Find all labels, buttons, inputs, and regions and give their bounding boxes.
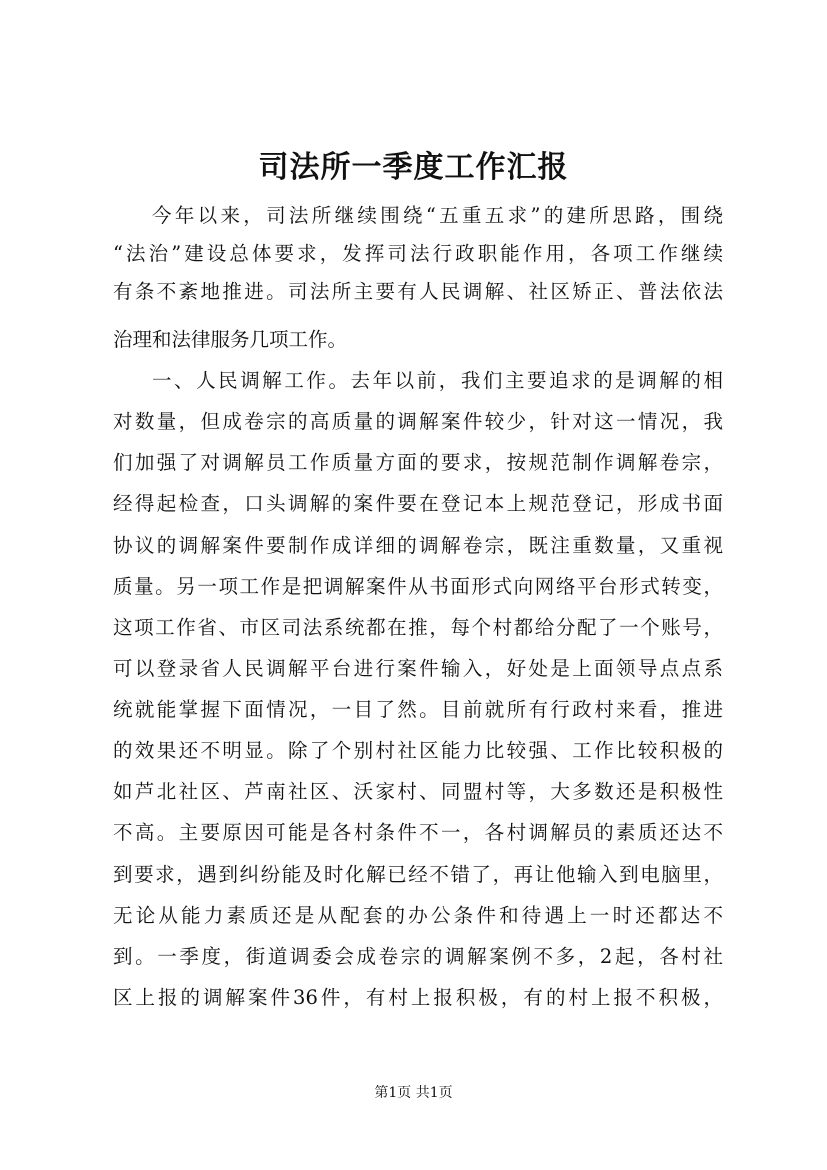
body-line: 到。一季度，街道调委会成卷宗的调解案例不多，2起，各村社 xyxy=(113,945,723,968)
body-line: 统就能掌握下面情况，一目了然。目前就所有行政村来看，推进 xyxy=(113,698,723,721)
body-line: 一、人民调解工作。去年以前，我们主要追求的是调解的相 xyxy=(152,369,723,392)
body-line: 治理和法律服务几项工作。 xyxy=(113,328,348,351)
body-line: 如芦北社区、芦南社区、沃家村、同盟村等，大多数还是积极性 xyxy=(113,780,723,803)
body-line: 可以登录省人民调解平台进行案件输入，好处是上面领导点点系 xyxy=(113,657,723,680)
body-line: 质量。另一项工作是把调解案件从书面形式向网络平台形式转变， xyxy=(113,575,723,598)
body-line: 到要求，遇到纠纷能及时化解已经不错了，再让他输入到电脑里， xyxy=(113,863,723,886)
body-line: 协议的调解案件要制作成详细的调解卷宗，既注重数量，又重视 xyxy=(113,534,723,557)
body-line: 无论从能力素质还是从配套的办公条件和待遇上一时还都达不 xyxy=(113,904,723,927)
body-line: 的效果还不明显。除了个别村社区能力比较强、工作比较积极的 xyxy=(113,739,723,762)
body-line: 今年以来，司法所继续围绕“五重五求”的建所思路，围绕 xyxy=(152,204,723,227)
page-number: 第1页 共1页 xyxy=(374,1085,453,1101)
body-line: 们加强了对调解员工作质量方面的要求，按规范制作调解卷宗， xyxy=(113,451,723,474)
body-line: 经得起检查，口头调解的案件要在登记本上规范登记，形成书面 xyxy=(113,492,723,515)
body-line: “法治”建设总体要求，发挥司法行政职能作用，各项工作继续 xyxy=(113,242,723,265)
body-line: 对数量，但成卷宗的高质量的调解案件较少，针对这一情况，我 xyxy=(113,410,723,433)
document-title: 司法所一季度工作汇报 xyxy=(258,150,569,185)
body-line: 不高。主要原因可能是各村条件不一，各村调解员的素质还达不 xyxy=(113,821,723,844)
body-line: 这项工作省、市区司法系统都在推，每个村都给分配了一个账号， xyxy=(113,616,723,639)
body-line: 有条不紊地推进。司法所主要有人民调解、社区矫正、普法依法 xyxy=(113,280,723,303)
body-line: 区上报的调解案件36件，有村上报积极，有的村上报不积极， xyxy=(113,986,723,1009)
